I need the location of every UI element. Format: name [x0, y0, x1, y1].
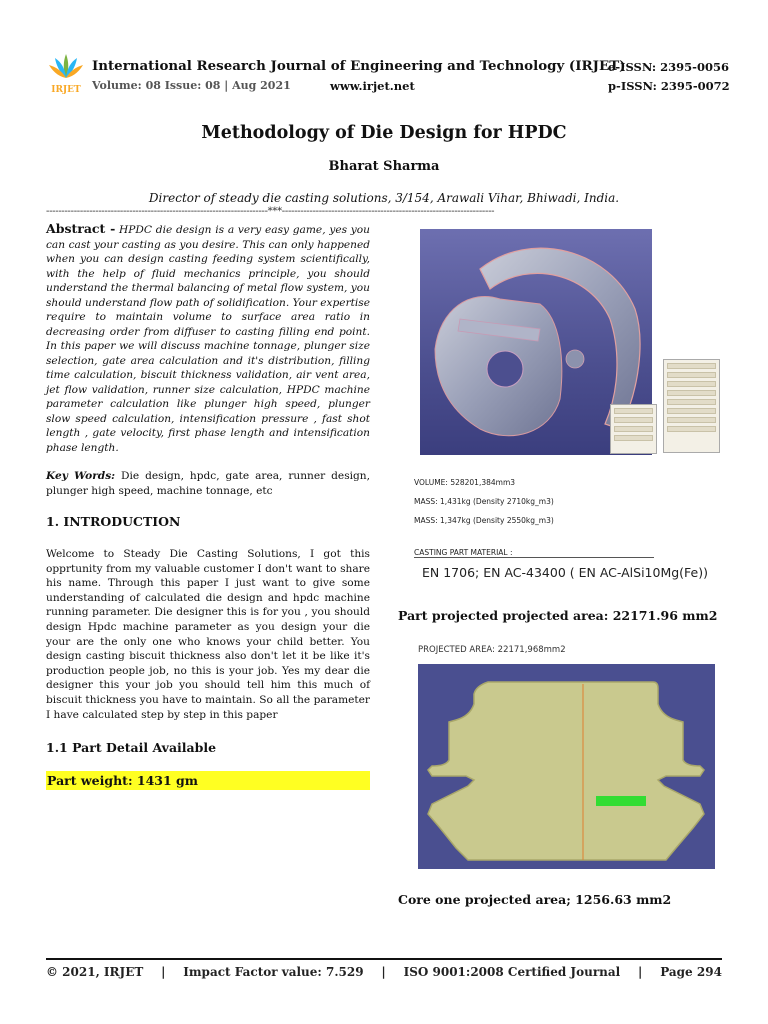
part-weight-highlight: Part weight: 1431 gm	[46, 771, 370, 790]
projected-area-figure	[418, 664, 715, 869]
footer-impact-factor: Impact Factor value: 7.529	[183, 965, 364, 979]
footer-separator: |	[381, 965, 386, 979]
casting-boss	[566, 350, 584, 368]
footer-rule	[46, 958, 722, 960]
abstract-label: Abstract -	[46, 221, 116, 236]
journal-website[interactable]: www.irjet.net	[330, 79, 415, 93]
subsection-heading-part-detail: 1.1 Part Detail Available	[46, 740, 217, 756]
e-issn: e-ISSN: 2395-0056	[608, 60, 729, 74]
keywords-text: Die design, hpdc, gate area, runner design, plunger high speed, machine tonnage, etc	[46, 470, 370, 497]
abstract-text: HPDC die design is a very easy game, yes you can cast your casting as you desire. This can only happened when you can design casting feeding system scientifically, with the help of fluid mechanics principle, you should understand the thermal balancing of metal flow system, you should understand flow path of solidification. Your expertise require to maintain volume to surface area ratio in decreasing order from diffuser to casting filling end point. In this paper we will discuss machine tonnage, plunger size selection, gate area calculation and it's distribution, filling time calculation, biscuit thickness validation, air vent area, jet flow validation, runner size calculation, HPDC machine parameter calculation like plunger high speed, plunger slow speed calculation, intensification pressure , fast shot length , gate velocity, first phase length and intensification phase length.	[46, 224, 370, 454]
irjet-logo	[46, 50, 86, 94]
paper-title: Methodology of Die Design for HPDC	[201, 123, 567, 143]
volume-measure: VOLUME: 528201,384mm3	[414, 478, 516, 487]
core-projected-area-heading: Core one projected area; 1256.63 mm2	[398, 892, 672, 907]
projected-area-heading: Part projected projected area: 22171.96 mm2	[398, 608, 718, 623]
measure-tag	[596, 796, 646, 806]
left-column	[46, 222, 370, 790]
part-outline	[428, 682, 704, 860]
footer-copyright: © 2021, IRJET	[46, 965, 144, 979]
cad-figure	[420, 229, 720, 455]
section-heading-introduction: 1. INTRODUCTION	[46, 514, 181, 529]
p-issn: p-ISSN: 2395-0072	[608, 79, 730, 93]
casting-material-label: CASTING PART MATERIAL :	[414, 548, 654, 558]
casting-hole	[487, 351, 523, 387]
footer-iso: ISO 9001:2008 Certified Journal	[403, 965, 621, 979]
logo-text: IRJET	[51, 85, 81, 94]
footer-separator: |	[638, 965, 643, 979]
mass-measure-2: MASS: 1,347kg (Density 2550kg_m3)	[414, 516, 554, 525]
keywords-label: Key Words:	[46, 470, 116, 482]
casting-material: EN 1706; EN AC-43400 ( EN AC-AlSi10Mg(Fe))	[422, 565, 708, 580]
measure-dialog	[663, 359, 720, 453]
paper-author: Bharat Sharma	[328, 159, 440, 174]
projected-area-label: PROJECTED AREA: 22171,968mm2	[418, 645, 566, 655]
volume-issue: Volume: 08 Issue: 08 | Aug 2021	[92, 79, 291, 92]
abstract	[46, 222, 370, 455]
keywords	[46, 469, 370, 498]
footer-page-number: Page 294	[660, 965, 722, 979]
mass-measure-1: MASS: 1,431kg (Density 2710kg_m3)	[414, 497, 554, 506]
author-affiliation: Director of steady die casting solutions, 3/154, Arawali Vihar, Bhiwadi, India.	[148, 191, 620, 205]
separator-line: ------------------------------------------------------------------------***---------------------------------------------------------------------	[46, 206, 495, 217]
footer-separator: |	[161, 965, 166, 979]
properties-dialog	[610, 404, 657, 454]
projected-area-shape	[418, 664, 715, 869]
introduction-text: Welcome to Steady Die Casting Solutions, I got this opprtunity from my valuable customer I don't want to share his name. Through this paper I just want to give some understanding of calculated die design and hpdc machine running parameter. Die designer this is for you , you should design Hpdc machine parameter as you design your die your are the only one who knows your child better. You design casting biscuit thickness also don't let it be like it's production people job, no this is your job. Yes my dear die designer this your job you should tell him this much of biscuit thickness you have to maintain. So all the parameter I have calculated step by step in this paper	[46, 548, 370, 721]
page-footer	[46, 965, 722, 979]
lotus-icon	[49, 54, 83, 78]
journal-title: International Research Journal of Engineering and Technology (IRJET)	[92, 58, 626, 74]
